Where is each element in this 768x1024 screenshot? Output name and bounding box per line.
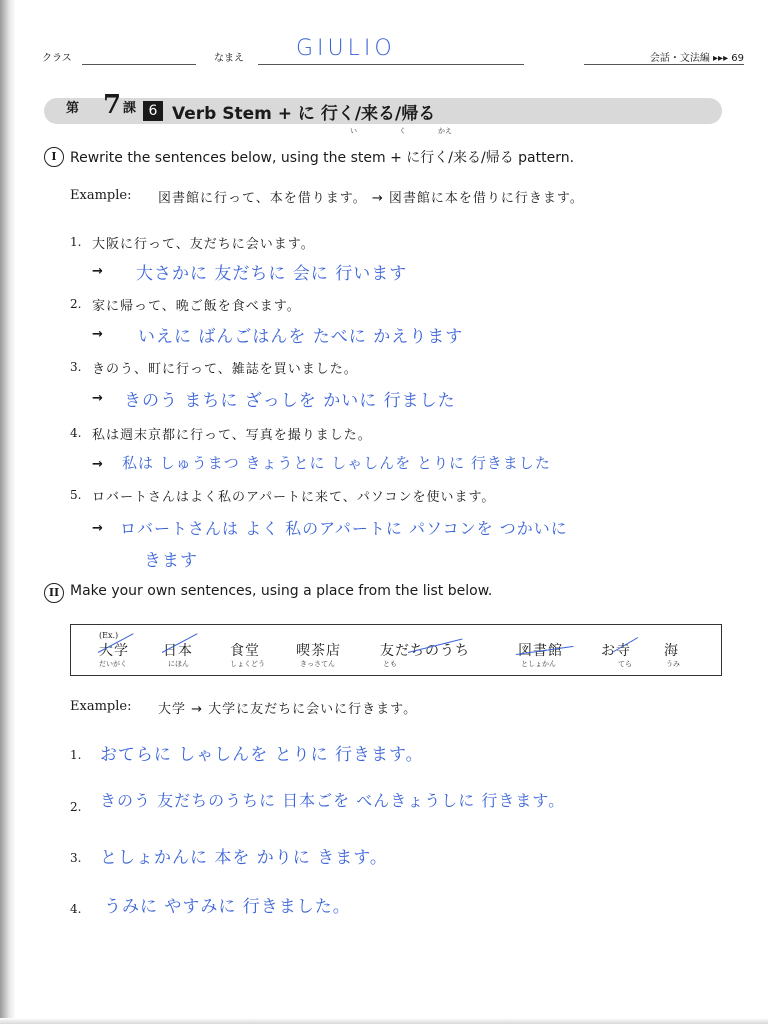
place-ruby: だいがく <box>99 660 127 668</box>
part1-instruction: Rewrite the sentences below, using the stem + に行く/来る/帰る pattern. <box>70 150 575 166</box>
item-answer: いえに ばんごはんを たべに かえります <box>138 327 464 347</box>
part1-example-text: 図書館に行って、本を借ります。 → 図書館に本を借りに行きます。 <box>158 191 584 206</box>
answer-arrow: → <box>92 264 103 279</box>
item-prompt: 私は週末京都に行って、写真を撮りました。 <box>92 428 372 443</box>
header-right-line <box>584 64 744 65</box>
name-label: なまえ <box>214 53 244 64</box>
own-sentence-number: 4. <box>70 902 82 916</box>
lesson-number: 7 <box>103 90 122 120</box>
part2-example-label: Example: <box>70 699 132 714</box>
own-sentence: うみに やすみに 行きました。 <box>104 897 351 917</box>
place-ruby: としょかん <box>521 660 556 668</box>
answer-arrow: → <box>92 327 103 342</box>
item-answer: きのう まちに ざっしを かいに 行ました <box>124 391 456 411</box>
item-prompt: 家に帰って、晩ご飯を食べます。 <box>92 299 301 314</box>
own-sentence: としょかんに 本を かりに きます。 <box>100 848 388 868</box>
part2-example-text: 大学 → 大学に友だちに会いに行きます。 <box>158 702 418 717</box>
place-ruby: うみ <box>666 660 680 668</box>
answer-arrow: → <box>92 521 103 536</box>
scan-shadow-bottom <box>0 1018 768 1024</box>
student-name: GIULIO <box>296 36 396 61</box>
part2-numeral: II <box>44 583 64 603</box>
class-label: クラス <box>42 53 72 64</box>
own-sentence-number: 1. <box>70 748 82 762</box>
lesson-suffix: 課 <box>123 101 137 116</box>
place-ruby: きっさてん <box>300 660 335 668</box>
place-word: 喫茶店 <box>296 643 341 659</box>
place-ruby: しょくどう <box>230 660 265 668</box>
scan-shadow-left <box>0 0 16 1024</box>
section-number: 6 <box>143 101 163 121</box>
item-number: 2. <box>70 297 82 311</box>
own-sentence-number: 3. <box>70 851 82 865</box>
place-ex-marker: (Ex.) <box>99 631 119 640</box>
item-prompt: きのう、町に行って、雑誌を買いました。 <box>92 362 358 377</box>
item-prompt: ロバートさんはよく私のアパートに来て、パソコンを使います。 <box>92 490 496 505</box>
title-ruby: かえ <box>438 127 452 135</box>
place-ruby: にほん <box>168 660 189 668</box>
title-ruby: く <box>399 127 406 135</box>
item-number: 5. <box>70 488 82 502</box>
item-answer: ロバートさんは よく 私のアパートに パソコンを つかいに <box>120 519 568 538</box>
item-number: 1. <box>70 235 82 249</box>
lesson-title: Verb Stem + に 行く/来る/帰る <box>172 104 436 124</box>
place-word: 大学 <box>99 643 129 659</box>
book-reference: 会話・文法編 ▸▸▸ 69 <box>649 53 744 64</box>
answer-arrow: → <box>92 391 103 406</box>
title-ruby: い <box>350 127 357 135</box>
item-answer-continued: きます <box>144 551 198 571</box>
item-answer: 大さかに 友だちに 会に 行います <box>136 264 408 284</box>
place-word: 食堂 <box>230 643 260 659</box>
item-number: 3. <box>70 360 82 374</box>
class-line <box>82 64 196 65</box>
own-sentence-number: 2. <box>70 800 82 814</box>
name-line <box>258 64 524 65</box>
place-word: 友だちのうち <box>380 643 470 659</box>
part1-example-label: Example: <box>70 188 132 203</box>
place-word: お寺 <box>601 643 631 659</box>
place-ruby: とも <box>383 660 397 668</box>
item-number: 4. <box>70 426 82 440</box>
part2-instruction: Make your own sentences, using a place from the list below. <box>70 583 493 599</box>
item-prompt: 大阪に行って、友だちに会います。 <box>92 237 315 252</box>
place-word: 図書館 <box>518 643 563 659</box>
place-word: 日本 <box>163 643 193 659</box>
part1-numeral: I <box>44 147 64 167</box>
own-sentence: きのう 友だちのうちに 日本ごを べんきょうしに 行きます。 <box>100 791 566 810</box>
answer-arrow: → <box>92 457 103 472</box>
place-ruby: てら <box>618 660 632 668</box>
place-word: 海 <box>664 643 679 659</box>
item-answer: 私は しゅうまつ きょうとに しゃしんを とりに 行きました <box>122 454 551 472</box>
own-sentence: おてらに しゃしんを とりに 行きます。 <box>100 745 424 765</box>
lesson-label: 第 <box>66 101 80 116</box>
